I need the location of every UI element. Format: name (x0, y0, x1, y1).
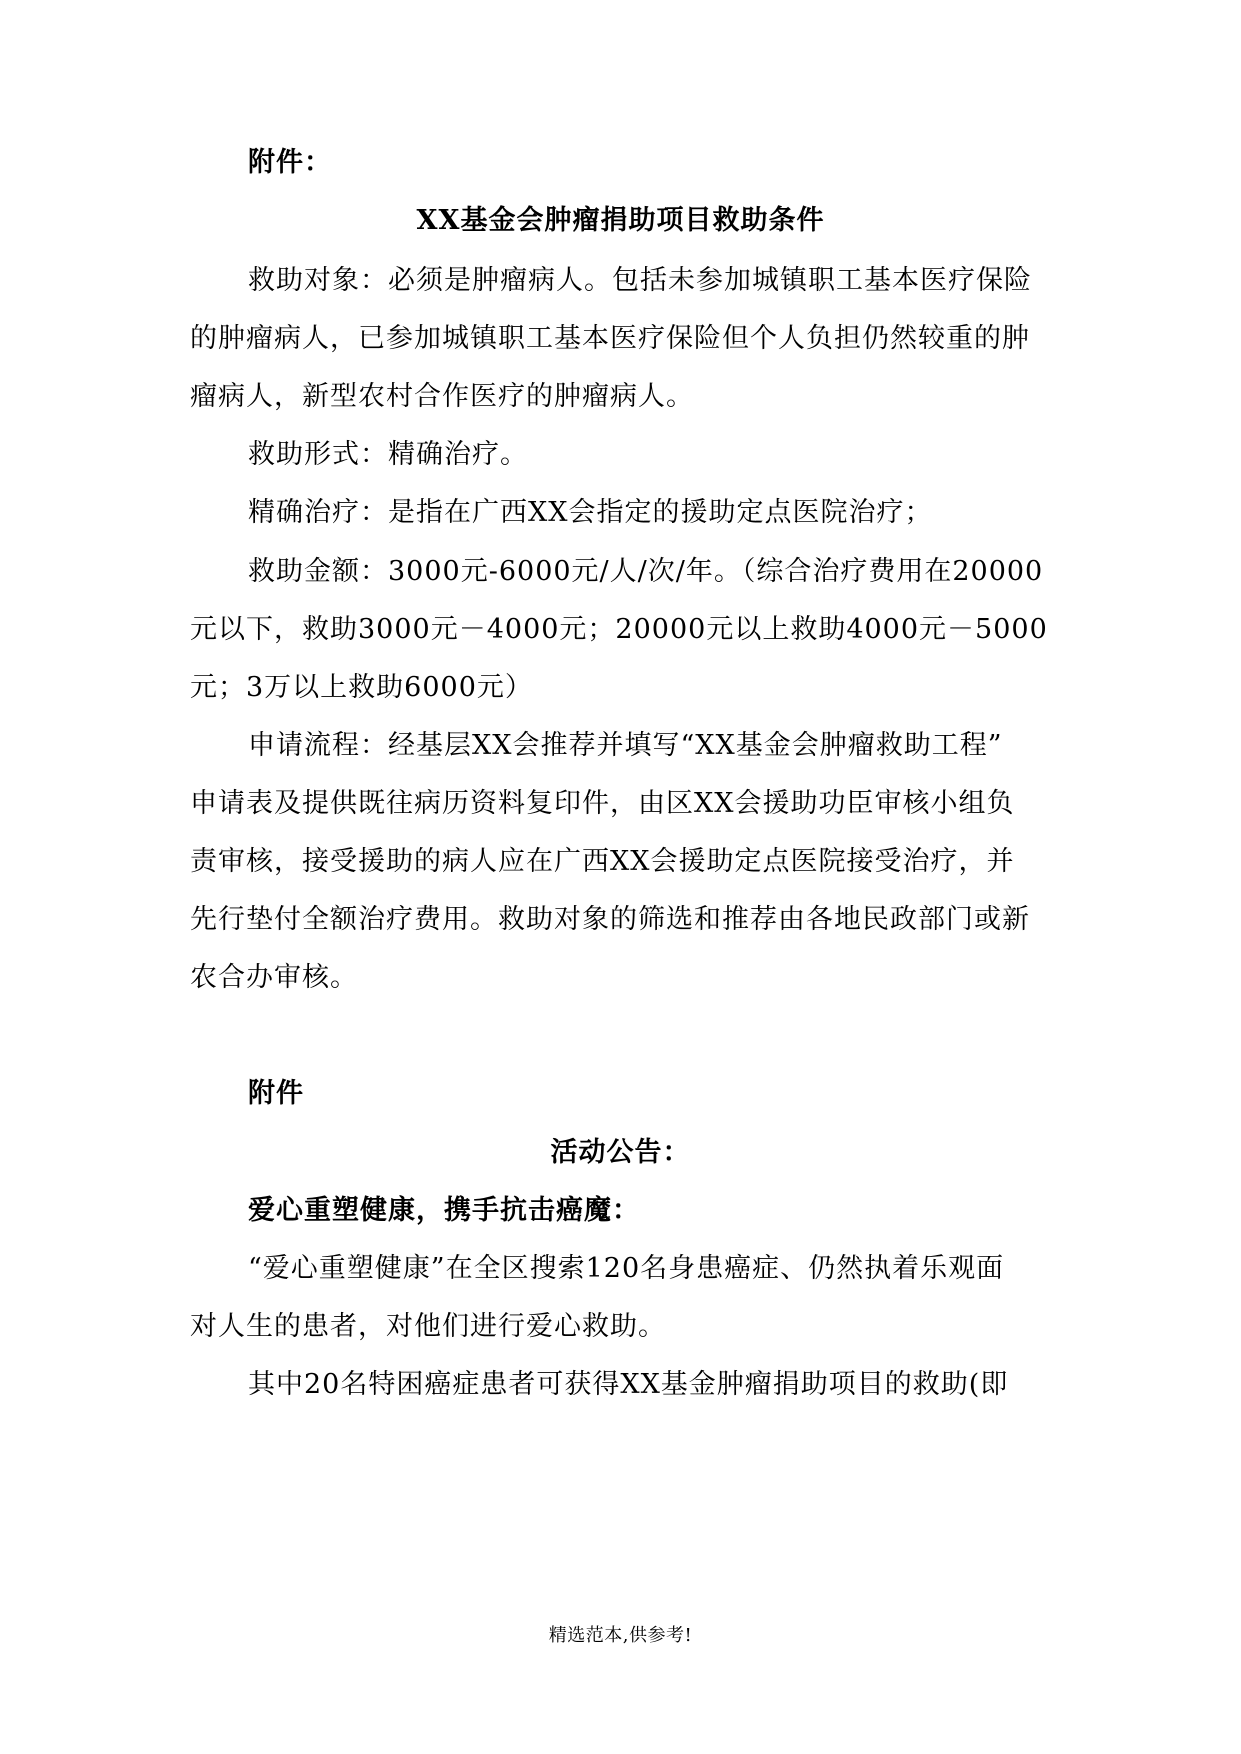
announcement-line-2: 对人生的患者，对他们进行爱心救助。 (190, 1311, 666, 1342)
application-process-line-2: 申请表及提供既往病历资料复印件，由区XX会援助功臣审核小组负 (190, 788, 1015, 819)
announcement-subtitle: 爱心重塑健康，携手抗击癌魔： (248, 1195, 640, 1226)
application-process-line-5: 农合办审核。 (190, 962, 358, 993)
aid-form-paragraph: 救助形式：精确治疗。 (248, 439, 528, 470)
aid-amount-line-3: 元；3万以上救助6000元） (190, 672, 533, 703)
page-footer: 精选范本,供参考! (548, 1625, 693, 1646)
announcement-line-1: “爱心重塑健康”在全区搜索120名身患癌症、仍然执着乐观面 (248, 1253, 1005, 1284)
application-process-line-3: 责审核，接受援助的病人应在广西XX会援助定点医院接受治疗，并 (190, 846, 1015, 877)
aid-amount-line-2: 元以下，救助3000元－4000元；20000元以上救助4000元－5000 (190, 614, 1048, 645)
document-title: XX基金会肿瘤捐助项目救助条件 (416, 205, 825, 236)
eligibility-line-2: 的肿瘤病人，已参加城镇职工基本医疗保险但个人负担仍然较重的肿 (190, 323, 1030, 354)
eligibility-line-3: 瘤病人，新型农村合作医疗的肿瘤病人。 (190, 381, 694, 412)
aid-amount-line-1: 救助金额：3000元-6000元/人/次/年。（综合治疗费用在20000 (248, 556, 1044, 587)
announcement-line-3: 其中20名特困癌症患者可获得XX基金肿瘤捐助项目的救助(即 (248, 1369, 1009, 1400)
application-process-line-1: 申请流程：经基层XX会推荐并填写“XX基金会肿瘤救助工程” (248, 730, 1003, 761)
attachment-label: 附件： (248, 147, 332, 178)
precise-treatment-paragraph: 精确治疗：是指在广西XX会指定的援助定点医院治疗； (248, 497, 933, 528)
eligibility-line-1: 救助对象：必须是肿瘤病人。包括未参加城镇职工基本医疗保险 (248, 265, 1032, 296)
attachment-label-2: 附件 (248, 1078, 304, 1109)
announcement-title: 活动公告： (550, 1137, 691, 1168)
application-process-line-4: 先行垫付全额治疗费用。救助对象的筛选和推荐由各地民政部门或新 (190, 904, 1030, 935)
